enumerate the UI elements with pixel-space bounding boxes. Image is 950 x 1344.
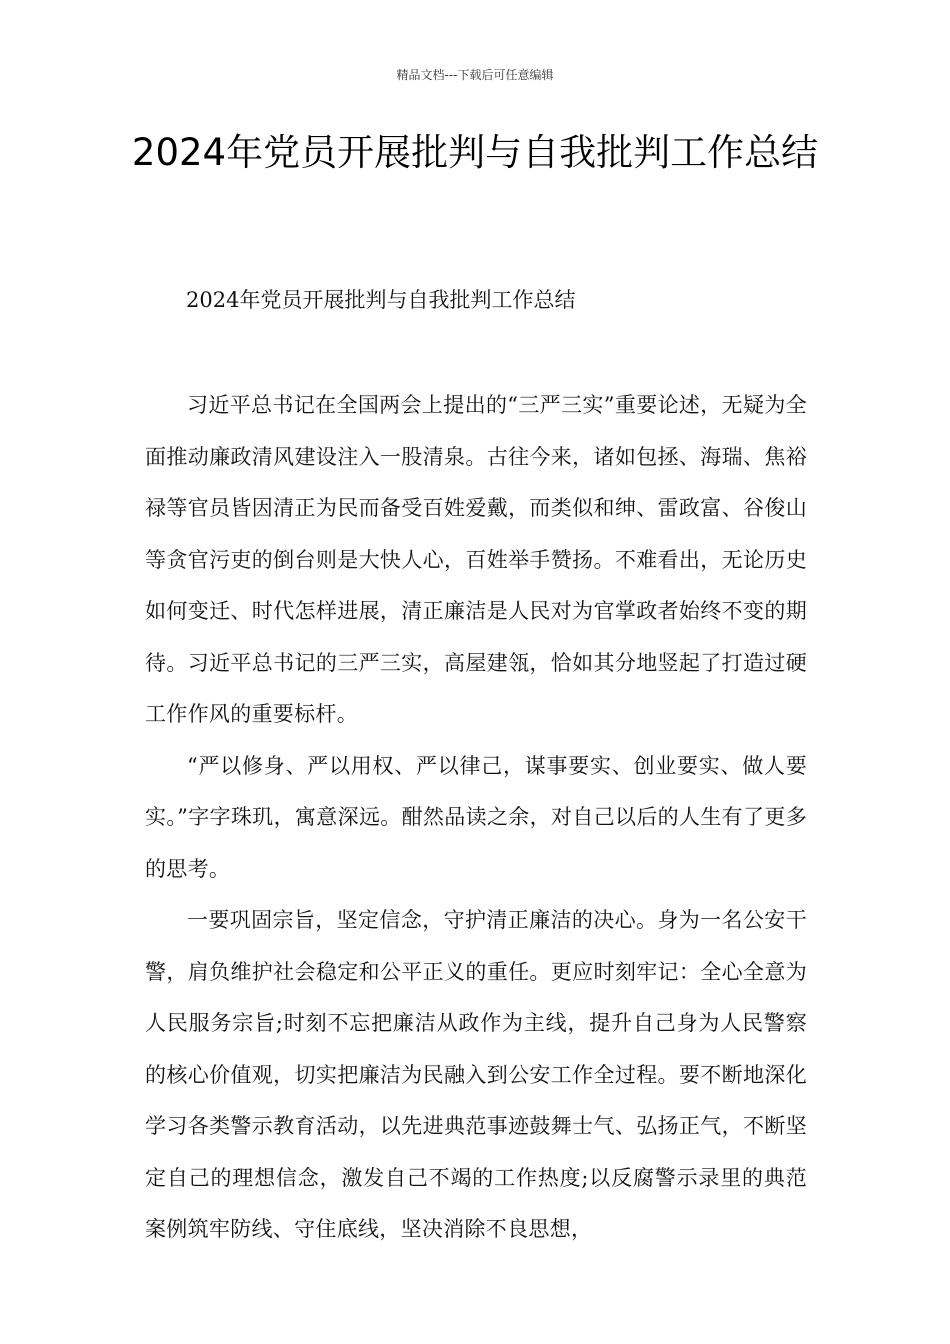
- document-title: 2024年党员开展批判与自我批判工作总结: [131, 131, 819, 174]
- header-note: 精品文档---下载后可任意编辑: [396, 68, 554, 82]
- document-subtitle: 2024年党员开展批判与自我批判工作总结: [186, 288, 576, 312]
- body-paragraph: 一要巩固宗旨，坚定信念，守护清正廉洁的决心。身为一名公安干警，肩负维护社会稳定和公平正义的重任。更应时刻牢记：全心全意为人民服务宗旨;时刻不忘把廉洁从政作为主线，提升自己身为人民警察的核心价值观，切实把廉洁为民融入到公安工作全过程。要不断地深化学习各类警示教育活动，以先进典范事迹鼓舞士气、弘扬正气，不断坚定自己的理想信念，激发自己不竭的工作热度;以反腐警示录里的典范案例筑牢防线、守住底线，坚决消除不良思想，: [145, 908, 807, 1241]
- document-body: [145, 380, 807, 1256]
- body-paragraph: 习近平总书记在全国两会上提出的“三严三实”重要论述，无疑为全面推动廉政清风建设注入一股清泉。古往今来，诸如包拯、海瑞、焦裕禄等官员皆因清正为民而备受百姓爱戴，而类似和绅、雷政富、谷俊山等贪官污吏的倒台则是大快人心，百姓举手赞扬。不难看出，无论历史如何变迁、时代怎样进展，清正廉洁是人民对为官掌政者始终不变的期待。习近平总书记的三严三实，高屋建瓴，恰如其分地竖起了打造过硬工作作风的重要标杆。: [145, 393, 807, 726]
- body-paragraph: “严以修身、严以用权、严以律己，谋事要实、创业要实、做人要实。”字字珠玑，寓意深远。酣然品读之余，对自己以后的人生有了更多的思考。: [145, 753, 807, 881]
